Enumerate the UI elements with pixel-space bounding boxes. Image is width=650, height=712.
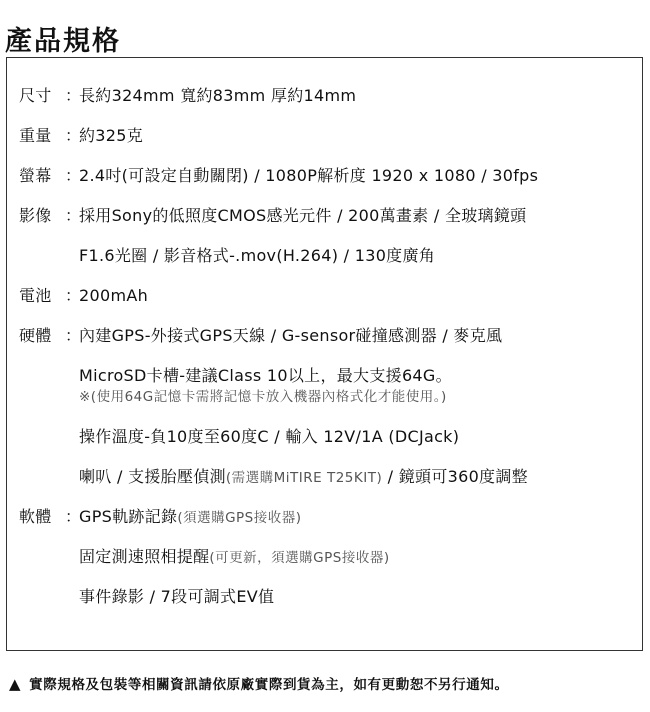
spec-value-software-1: GPS軌跡記錄 — [79, 507, 178, 526]
spec-table — [6, 57, 643, 651]
spec-row-size: 尺寸 ：長約324mm 寬約83mm 厚約14mm — [19, 84, 356, 108]
spec-value-image-1: 採用Sony的低照度CMOS感光元件 / 200萬畫素 / 全玻璃鏡頭 — [79, 206, 527, 225]
spec-value-software-2: 固定測速照相提醒 — [79, 547, 210, 566]
spec-value-software-3: 事件錄影 / 7段可調式EV值 — [79, 587, 275, 606]
spec-row-image: 影像 ：採用Sony的低照度CMOS感光元件 / 200萬畫素 / 全玻璃鏡頭 — [19, 204, 526, 228]
spec-label-image: 影像 — [19, 206, 52, 225]
spec-note-software-2: (可更新，須選購GPS接收器) — [209, 550, 390, 566]
spec-note-hardware: ※(使用64G記憶卡需將記憶卡放入機器內格式化才能使用。) — [79, 389, 447, 405]
spec-label-size: 尺寸 — [19, 86, 52, 105]
disclaimer — [9, 674, 509, 695]
spec-row-hardware-4 — [79, 465, 528, 490]
warning-triangle-icon: ▲ — [9, 675, 22, 693]
spec-row-hardware: 硬體 ：內建GPS-外接式GPS天線 / G-sensor碰撞感測器 / 麥克風 — [19, 324, 502, 348]
spec-value-hardware-1: 內建GPS-外接式GPS天線 / G-sensor碰撞感測器 / 麥克風 — [79, 326, 503, 345]
spec-row-battery: 電池 ：200mAh — [19, 284, 148, 308]
page-title: 產品規格 — [5, 26, 121, 57]
spec-value-hardware-2: MicroSD卡槽-建議Class 10以上，最大支援64G。 — [79, 366, 452, 385]
spec-value-hardware-4: 喇叭 / 支援胎壓偵測 — [79, 467, 226, 486]
spec-value-screen: 2.4吋(可設定自動關閉) / 1080P解析度 1920 x 1080 / 30fps — [79, 166, 539, 185]
spec-label-hardware: 硬體 — [19, 326, 52, 345]
spec-value-weight: 約325克 — [79, 126, 144, 145]
spec-value-size: 長約324mm 寬約83mm 厚約14mm — [79, 86, 357, 105]
spec-value-hardware-3: 操作溫度-負10度至60度C / 輸入 12V/1A (DCJack) — [79, 427, 460, 446]
spec-value-hardware-4-tail: / 鏡頭可360度調整 — [382, 467, 528, 486]
spec-note-tire: (需選購MiTIRE T25KIT) — [225, 470, 383, 486]
spec-row-screen: 螢幕 ：2.4吋(可設定自動關閉) / 1080P解析度 1920 x 1080 / 30fps — [19, 164, 538, 188]
spec-label-battery: 電池 — [19, 286, 52, 305]
disclaimer-text: 實際規格及包裝等相關資訊請依原廠實際到貨為主，如有更動恕不另行通知。 — [29, 677, 509, 693]
spec-row-weight: 重量 ：約325克 — [19, 124, 143, 148]
spec-value-image-2: F1.6光圈 / 影音格式-.mov(H.264) / 130度廣角 — [79, 246, 436, 265]
spec-label-screen: 螢幕 — [19, 166, 52, 185]
spec-row-software-2 — [79, 545, 390, 570]
spec-label-software: 軟體 — [19, 507, 52, 526]
spec-note-software-1: (須選購GPS接收器) — [177, 510, 302, 526]
spec-row-software: 軟體 ：GPS軌跡記錄(須選購GPS接收器) — [19, 505, 302, 530]
spec-label-weight: 重量 — [19, 126, 52, 145]
spec-value-battery: 200mAh — [79, 286, 149, 305]
